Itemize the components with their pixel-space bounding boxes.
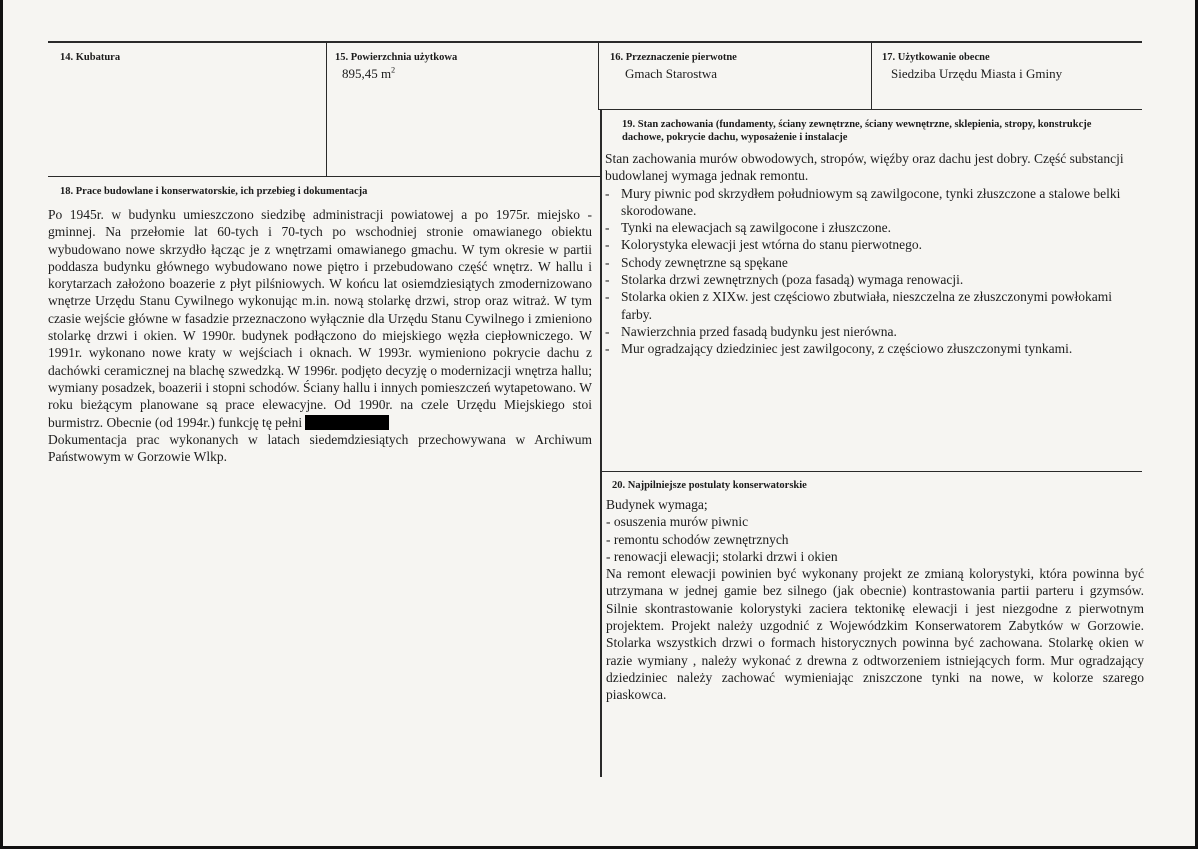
section-18-documentation: Dokumentacja prac wykonanych w latach siedemdziesiątych przechowywana w Archiwum Państwowym w Gorzowie Wlkp. (48, 431, 592, 465)
unit-superscript: 2 (391, 65, 396, 75)
section-19-body (605, 150, 1144, 358)
section-18-label: 18. Prace budowlane i konserwatorskie, ich przebieg i dokumentacja (60, 186, 368, 197)
section-20-line: - renowacji elewacji; stolarki drzwi i okien (606, 548, 838, 564)
scan-edge-left (0, 0, 3, 849)
section-19-label: 19. Stan zachowania (fundamenty, ściany zewnętrzne, ściany wewnętrzne, sklepienia, stropy, konstrukcje dachowe, pokrycie dachu, wyposażenie i instalacje (622, 119, 1092, 143)
grid-line-20-top (600, 471, 1142, 472)
section-18-paragraph: Po 1945r. w budynku umieszczono siedzibę administracji powiatowej a po 1975r. miejsko - gminnej. Na przełomie lat 60-tych i 70-tych po wschodniej stronie omawianego obiektu wybudowano nowe skrzydło łącząc je z wnętrzami omawianego gmachu. W tym okresie w partii poddasza budynku głównego wybudowano nowe piętro i przebudowano część wnętrz. W hallu i korytarzach założono boazerie z płyt pilśniowych. W końcu lat osiemdziesiątych zmodernizowano wnętrze Urzędu Stanu Cywilnego wykonując m.in. nową stolarkę drzwi, strop oraz witraż. W tym czasie wejście główne w fasadzie przeznaczono wyłącznie dla Urzędu Stanu Cywilnego i zmieniono stolarkę drzwi i okien. W 1990r. budynek podłączono do miejskiego węzła ciepłowniczego. W 1991r. wykonano nowe kraty w wejściach i oknach. W 1993r. wymieniono pokrycie dachu z dachówki ceramicznej na blachę szwedzką. W 1996r. podjęto decyzję o modernizacji wnętrza hallu; wymiany posadzek, boazerii i stopni schodów. Ściany hallu i innych pomieszczeń wytapetowano. W roku bieżącym planowane są prace elewacyjne. Od 1990r. na czele Urzędu Miejskiego stoi burmistrz. Obecnie (od 1994r.) funkcję tę pełni (48, 207, 592, 430)
section-20-line: - remontu schodów zewnętrznych (606, 531, 789, 547)
section-20-line: - osuszenia murów piwnic (606, 514, 749, 530)
grid-divider-15 (326, 41, 327, 176)
section-20-label: 20. Najpilniejsze postulaty konserwatorskie (612, 480, 807, 491)
list-item: - Schody zewnętrzne są spękane (605, 254, 788, 270)
grid-line-18-top (48, 176, 600, 177)
list-item: - Mury piwnic pod skrzydłem południowym są zawilgocone, tynki złuszczone a stalowe belki skorodowane. (605, 185, 1121, 218)
field-16-label: 16. Przeznaczenie pierwotne (610, 52, 737, 63)
grid-top-line (48, 41, 1142, 43)
field-17-value: Siedziba Urzędu Miasta i Gminy (891, 66, 1063, 81)
grid-line-19-top (598, 109, 1142, 110)
section-19-intro: Stan zachowania murów obwodowych, stropów, więźby oraz dachu jest dobry. Część substancji budowlanej wymaga jednak remontu. (605, 151, 1124, 184)
list-item: - Kolorystyka elewacji jest wtórna do stanu pierwotnego. (605, 237, 923, 253)
list-item: - Stolarka okien z XIXw. jest częściowo zbutwiała, nieszczelna ze złuszczonymi powłokami farby. (605, 289, 1112, 322)
grid-divider-16 (598, 41, 599, 109)
section-20-body (606, 496, 1144, 704)
field-14-label: 14. Kubatura (60, 52, 121, 63)
field-16-value: Gmach Starostwa (625, 66, 718, 81)
section-20-line: Budynek wymaga; (606, 497, 708, 512)
grid-divider-main (600, 109, 602, 777)
field-15-value: 895,45 $m^2$ (342, 65, 396, 81)
section-18-text (48, 206, 592, 465)
list-item: - Stolarka drzwi zewnętrznych (poza fasadą) wymaga renowacji. (605, 272, 964, 288)
list-item: - Tynki na elewacjach są zawilgocone i złuszczone. (605, 220, 892, 236)
section-20-paragraph: Na remont elewacji powinien być wykonany projekt ze zmianą kolorystyki, która powinna być utrzymana w jednej gamie bez silnego (jak obecnie) kontrastowania partii parteru i gzymsów. Silnie skontrastowanie kolorystyki zaciera tektonikę elewacji i jest niezgodne z pierwotnym projektem. Projekt należy uzgodnić z Wojewódzkim Konserwatorem Zabytków w Gorzowie. Stolarka wszystkich drzwi o formach historycznych powinna być zachowana. Stolarkę okien w razie wymiany , należy wykonać z drewna z odtworzeniem istniejących form. Mur ogradzający dziedziniec należy zachować wymieniając zniszczone tynki na nowe, w kolorze szarego piaskowca. (606, 566, 1144, 703)
list-item: - Mur ogradzający dziedziniec jest zawilgocony, z częściowo złuszczonymi tynkami. (605, 341, 1073, 357)
redaction-box (305, 415, 389, 430)
field-15-label: 15. Powierzchnia użytkowa (335, 52, 458, 63)
field-17-label: 17. Użytkowanie obecne (882, 52, 990, 63)
list-item: - Nawierzchnia przed fasadą budynku jest nierówna. (605, 323, 897, 339)
grid-divider-17 (871, 41, 872, 109)
